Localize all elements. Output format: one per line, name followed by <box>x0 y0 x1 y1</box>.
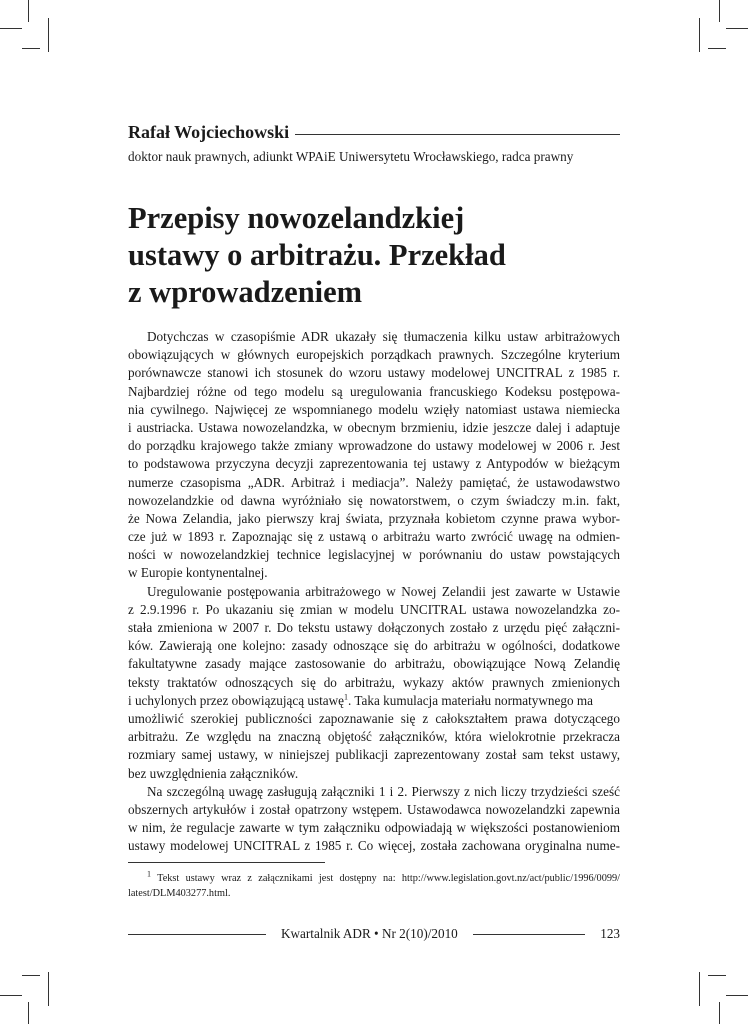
crop-mark <box>48 18 49 52</box>
title-line: ustawy o arbitrażu. Przekład <box>128 238 506 272</box>
article-title <box>128 200 608 311</box>
footer-rule-right <box>473 934 585 935</box>
crop-mark <box>0 28 22 29</box>
crop-mark <box>28 0 29 22</box>
body-line: ków. Zawierają one kolejno: zasady odnoszące się do arbitrażu w ogólności, dodatkowe <box>128 638 620 654</box>
title-line: z wprowadzeniem <box>128 275 363 309</box>
author-name: Rafał Wojciechowski <box>128 122 290 142</box>
crop-mark <box>22 48 40 49</box>
crop-mark <box>708 975 726 976</box>
crop-mark <box>699 18 700 52</box>
body-line: z 2.9.1996 r. Po ukazaniu się zmian w modelu UNCITRAL ustawa nowozelandzka zo- <box>128 601 620 617</box>
body-line: Uregulowanie postępowania arbitrażowego w Nowej Zelandii jest zawarte w Ustawie <box>147 583 620 599</box>
body-text: i uchylonych przez obowiązującą ustawę <box>128 692 345 708</box>
body-line: rozmiary samej ustawy, w niniejszej publikacji zaprezentowany został sam tekst ustawy, <box>128 747 620 763</box>
journal-name: Kwartalnik ADR • Nr 2(10)/2010 <box>281 926 458 941</box>
crop-mark <box>0 995 22 996</box>
crop-mark <box>719 1002 720 1024</box>
body-line: i austriacka. Ustawa nowozelandzka, w obecnym brzmieniu, idzie jeszcze dalej i adaptuje <box>128 419 620 435</box>
body-line: teksty traktatów odnoszących się do arbitrażu, wykazy aktów prawnych zmienionych <box>128 674 620 690</box>
body-line: Dotychczas w czasopiśmie ADR ukazały się tłumaczenia kilku ustaw arbitrażowych <box>147 329 620 344</box>
body-line: w nim, że regulacje zawarte w tym załączniku odpowiadają w większości postanowieniom <box>128 820 620 836</box>
body-line: fakultatywne zasady mające zastosowanie do arbitrażu, obowiązujące Nową Zelandię <box>128 656 620 672</box>
author-rule <box>295 134 620 135</box>
crop-mark <box>726 28 748 29</box>
page-number: 123 <box>600 926 620 941</box>
body-line: nowozelandzkie od dawna wyróżniało się nowatorstwem, o czym świadczy m.in. fakt, <box>128 492 620 508</box>
crop-mark <box>699 972 700 1006</box>
body-line: w Europie kontynentalnej. <box>128 565 268 581</box>
body-line: nia cywilnego. Najwięcej ze wspomnianego modelu wzięły natomiast ustawa niemiecka <box>128 401 620 417</box>
body-line: porównawcze stanowi ich stosunek do wzoru ustawy modelowej UNCITRAL z 1985 r. <box>128 365 620 381</box>
body-line: ustawy modelowej UNCITRAL z 1985 r. Co więcej, została zachowana oryginalna nume- <box>128 838 620 854</box>
body-line: arbitrażu. Ze względu na znaczną objętość załączników, która wielokrotnie przekracza <box>128 729 620 745</box>
footnote <box>128 871 620 901</box>
body-line: stała zmieniona w 2007 r. Do tekstu ustawy dołączonych zostało z urzędu pięć załączni- <box>128 620 620 635</box>
crop-mark <box>28 1002 29 1024</box>
body-line: ności w nowozelandzkiej technice legislacyjnej w porównaniu do ustaw powstających <box>128 547 620 563</box>
footnote-mark: 1 <box>147 869 151 879</box>
crop-mark <box>22 975 40 976</box>
body-line: Najbardziej różne od tego modelu są uregulowania francuskiego Kodeksu postępowa- <box>128 383 620 399</box>
body-line: Na szczególną uwagę zasługują załączniki 1 i 2. Pierwszy z nich liczy trzydzieści sześć <box>147 783 620 799</box>
body-line: cze już w 1893 r. Zapoznając się z ustawą o arbitrażu warto zwrócić uwagę na odmien- <box>128 529 620 545</box>
body-line: obowiązujących w głównych europejskich porządkach prawnych. Szczególne kryterium <box>128 347 620 363</box>
body-line: obszernych artykułów i został opatrzony wstępem. Ustawodawca nowozelandzki zapewnia <box>128 801 620 817</box>
body-line: to podstawowa przyczyna decyzji zaprezentowania tej ustawy z Antypodów w bieżącym <box>128 456 620 472</box>
author-header <box>128 122 620 143</box>
page-footer <box>128 926 620 942</box>
crop-mark <box>726 995 748 996</box>
footnote-ref[interactable]: 1 <box>344 692 349 702</box>
title-line: Przepisy nowozelandzkiej <box>128 201 465 235</box>
body-line: umożliwić szerokiej publiczności zapoznawanie się z całokształtem prawa dotyczącego <box>128 710 620 726</box>
author-affiliation: doktor nauk prawnych, adiunkt WPAiE Uniwersytetu Wrocławskiego, radca prawny <box>128 149 574 164</box>
body-text: . Taka kumulacja materiału normatywnego ma <box>348 692 593 708</box>
body-line: numerze czasopisma „ADR. Arbitraż i mediacja”. Należy pamiętać, że ustawodawstwo <box>128 474 620 490</box>
footnote-line <box>128 871 620 886</box>
crop-mark <box>708 48 726 49</box>
footnote-text: Tekst ustawy wraz z załącznikami jest dostępny na: http://www.legislation.govt.nz/act/public/1996/0099/ <box>157 873 620 884</box>
body-line: do porządku krajowego także zmiany wprowadzone do ustawy modelowej w 2006 r. Jest <box>128 438 620 454</box>
body-line-with-footnote <box>128 692 620 710</box>
article-body <box>128 328 620 855</box>
crop-mark <box>719 0 720 22</box>
body-line: bez uwzględnienia załączników. <box>128 765 299 781</box>
footnote-line: latest/DLM403277.html. <box>128 888 231 899</box>
crop-mark <box>48 972 49 1006</box>
footnote-rule <box>128 862 325 863</box>
body-line: że Nowa Zelandia, jako pierwszy kraj świata, przyznała kobietom czynne prawa wybor- <box>128 510 620 526</box>
footer-rule-left <box>128 934 266 935</box>
